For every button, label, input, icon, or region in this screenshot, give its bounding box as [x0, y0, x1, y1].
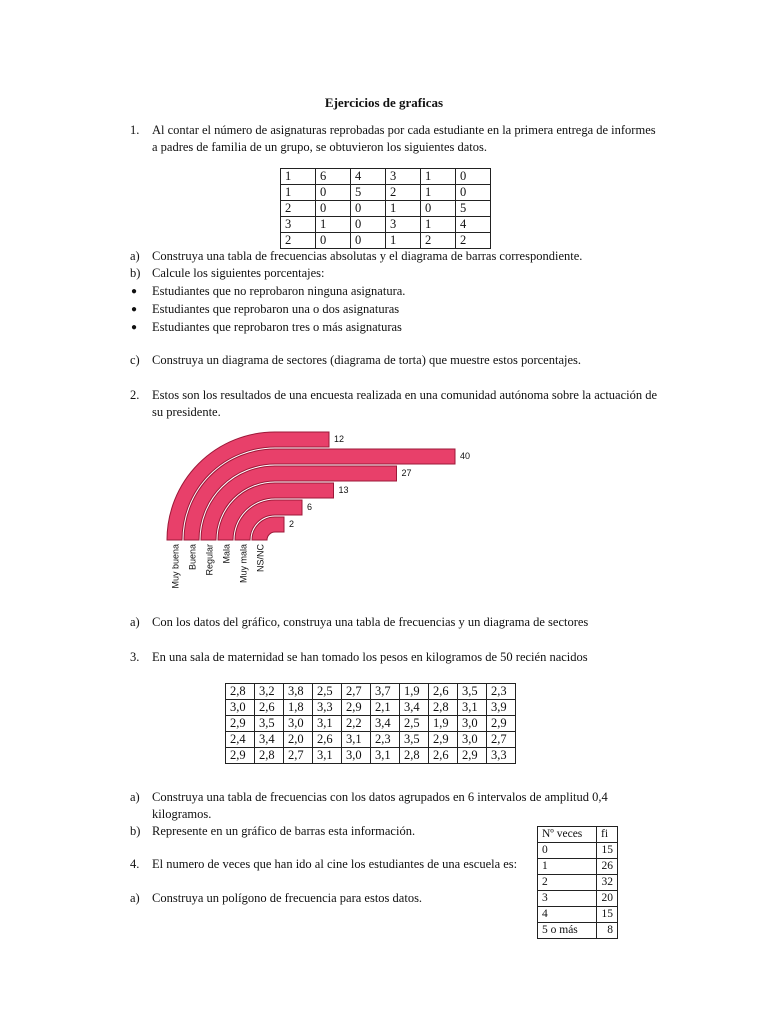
table-cell: 2,5 — [313, 684, 342, 700]
table-cell: 2,6 — [255, 700, 284, 716]
table-cell: 2,6 — [429, 748, 458, 764]
ex1-text-line2: a padres de familia de un grupo, se obtuvieron los siguientes datos. — [152, 140, 487, 154]
table-cell: 3,1 — [458, 700, 487, 716]
table-row — [538, 923, 618, 939]
ex2-text-line1: Estos son los resultados de una encuesta realizada en una comunidad autónoma sobre la actuación de — [152, 388, 658, 402]
table-header-row — [538, 827, 618, 843]
table-cell: 3,7 — [371, 684, 400, 700]
table-cell: 0 — [456, 169, 491, 185]
table-cell: 0 — [456, 185, 491, 201]
table-cell: 2,7 — [487, 732, 516, 748]
table-cell: 32 — [597, 875, 618, 891]
ex1-number: 1. — [130, 123, 140, 137]
table-cell: 2 — [281, 201, 316, 217]
table-cell: 2,9 — [226, 748, 255, 764]
table-cell: 3,0 — [284, 716, 313, 732]
table-cell: 2,8 — [255, 748, 284, 764]
table-cell: 3,9 — [487, 700, 516, 716]
table-cell: 4 — [456, 217, 491, 233]
table-cell: 2,9 — [429, 732, 458, 748]
ex2-number: 2. — [130, 388, 140, 402]
table-cell: 1 — [281, 185, 316, 201]
table-cell: 3 — [281, 217, 316, 233]
table-cell: 3,1 — [342, 732, 371, 748]
category-label: Regular — [204, 544, 215, 576]
table-cell: 3,5 — [255, 716, 284, 732]
bullet-item: Estudiantes que no reprobaron ninguna asignatura. — [152, 284, 406, 298]
table-row — [538, 859, 618, 875]
table-cell: 3,3 — [487, 748, 516, 764]
bullet-icon: ● — [131, 304, 138, 315]
table-row — [281, 169, 491, 185]
table-cell: 3,4 — [400, 700, 429, 716]
table-cell: 3,1 — [371, 748, 400, 764]
table-cell: 1,9 — [400, 684, 429, 700]
ex1-c-letter: c) — [130, 353, 140, 367]
table-cell: 3,4 — [371, 716, 400, 732]
table-cell: 3,0 — [458, 732, 487, 748]
table-cell: 1 — [386, 233, 421, 249]
table-cell: 3,1 — [313, 716, 342, 732]
ex3-a-text-line2: kilogramos. — [152, 807, 212, 821]
table-cell: 1,8 — [284, 700, 313, 716]
ex3-b-text: Represente en un gráfico de barras esta información. — [152, 824, 416, 838]
table-cell: 3 — [386, 217, 421, 233]
table-cell: 2,6 — [429, 684, 458, 700]
table-cell: 20 — [597, 891, 618, 907]
ex4-text: El numero de veces que han ido al cine los estudiantes de una escuela es: — [152, 857, 518, 871]
table-cell: 2,3 — [487, 684, 516, 700]
ex3-b-letter: b) — [130, 824, 141, 838]
table-cell: 2,7 — [342, 684, 371, 700]
data-label: 12 — [334, 434, 345, 444]
table-row — [538, 843, 618, 859]
table-cell: 2,8 — [400, 748, 429, 764]
data-label: 6 — [307, 502, 313, 512]
category-label: Muy mala — [238, 544, 249, 584]
category-label: Muy buena — [170, 544, 181, 589]
table-row — [226, 748, 516, 764]
table-cell: 1 — [421, 217, 456, 233]
data-label: 2 — [289, 519, 295, 529]
table-cell: 2,1 — [371, 700, 400, 716]
table-cell: 3 — [386, 169, 421, 185]
table-cell: 3 — [538, 891, 597, 907]
category-label: Mala — [221, 544, 232, 564]
table-cell: 2 — [421, 233, 456, 249]
table-cell: 1,9 — [429, 716, 458, 732]
table-cell: 4 — [538, 907, 597, 923]
data-label: 27 — [401, 468, 412, 478]
table-cell: 0 — [538, 843, 597, 859]
table-row — [538, 891, 618, 907]
table-cell: 2 — [386, 185, 421, 201]
table-cell: 3,3 — [313, 700, 342, 716]
cinema-frequency-table — [537, 826, 618, 939]
table-cell: 2 — [538, 875, 597, 891]
table-cell: 0 — [351, 217, 386, 233]
table-cell: 6 — [316, 169, 351, 185]
table-cell: 3,8 — [284, 684, 313, 700]
ex4-a-letter: a) — [130, 891, 140, 905]
ex3-a-text-line1: Construya una tabla de frecuencias con los datos agrupados en 6 intervalos de amplitud 0,4 — [152, 790, 608, 804]
table-cell: 2,2 — [342, 716, 371, 732]
table-cell: 2,9 — [342, 700, 371, 716]
ex2-a-letter: a) — [130, 615, 140, 629]
column-header: Nº veces — [538, 827, 597, 843]
category-label: NS/NC — [255, 544, 266, 573]
table-row — [538, 907, 618, 923]
bullet-icon: ● — [131, 286, 138, 297]
table-row — [226, 700, 516, 716]
table-cell: 0 — [316, 201, 351, 217]
table-cell: 2 — [456, 233, 491, 249]
ex4-number: 4. — [130, 857, 140, 871]
data-label: 40 — [460, 451, 470, 461]
ex1-text-line1: Al contar el número de asignaturas reprobadas por cada estudiante en la primera entrega de informes — [152, 123, 656, 137]
bullet-item: Estudiantes que reprobaron tres o más asignaturas — [152, 320, 402, 334]
bullet-item: Estudiantes que reprobaron una o dos asignaturas — [152, 302, 400, 316]
table-cell: 1 — [281, 169, 316, 185]
table-cell: 2,6 — [313, 732, 342, 748]
ex4-a-text: Construya un polígono de frecuencia para estos datos. — [152, 891, 423, 905]
table-cell: 2,7 — [284, 748, 313, 764]
table-cell: 5 o más — [538, 923, 597, 939]
table-cell: 5 — [351, 185, 386, 201]
ex1-a-text: Construya una tabla de frecuencias absolutas y el diagrama de barras correspondiente. — [152, 249, 583, 263]
table-cell: 1 — [421, 169, 456, 185]
table-cell: 3,1 — [313, 748, 342, 764]
table-row — [226, 732, 516, 748]
ex3-number: 3. — [130, 650, 140, 664]
table-cell: 4 — [351, 169, 386, 185]
table-cell: 0 — [351, 201, 386, 217]
table-row — [226, 716, 516, 732]
table-cell: 2,8 — [429, 700, 458, 716]
table-cell: 2,5 — [400, 716, 429, 732]
ex3-a-letter: a) — [130, 790, 140, 804]
table-row — [281, 201, 491, 217]
table-cell: 3,5 — [400, 732, 429, 748]
data-label: 13 — [338, 485, 349, 495]
table-row — [226, 684, 516, 700]
survey-arc-bar-chart — [150, 420, 470, 610]
ex1-b-text: Calcule los siguientes porcentajes: — [152, 266, 325, 280]
table-cell: 3,4 — [255, 732, 284, 748]
table-cell: 15 — [597, 907, 618, 923]
table-cell: 2 — [281, 233, 316, 249]
ex1-a-letter: a) — [130, 249, 140, 263]
ex3-text: En una sala de maternidad se han tomado los pesos en kilogramos de 50 recién nacidos — [152, 650, 588, 664]
table-cell: 3,0 — [342, 748, 371, 764]
table-cell: 2,9 — [487, 716, 516, 732]
table-cell: 0 — [421, 201, 456, 217]
table-cell: 2,9 — [458, 748, 487, 764]
table-cell: 3,2 — [255, 684, 284, 700]
table-cell: 3,0 — [458, 716, 487, 732]
ex1-b-letter: b) — [130, 266, 141, 280]
table-cell: 1 — [421, 185, 456, 201]
ex2-a-text: Con los datos del gráfico, construya una tabla de frecuencias y un diagrama de sectores — [152, 615, 589, 629]
table-cell: 0 — [316, 185, 351, 201]
table-row — [538, 875, 618, 891]
category-label: Buena — [187, 544, 198, 571]
table-cell: 0 — [351, 233, 386, 249]
table-cell: 2,3 — [371, 732, 400, 748]
table-row — [281, 185, 491, 201]
table-cell: 1 — [538, 859, 597, 875]
table-cell: 0 — [316, 233, 351, 249]
ex2-text-line2: su presidente. — [152, 405, 221, 419]
table-cell: 2,4 — [226, 732, 255, 748]
table-cell: 2,0 — [284, 732, 313, 748]
table-cell: 5 — [456, 201, 491, 217]
table-cell: 1 — [386, 201, 421, 217]
table-cell: 15 — [597, 843, 618, 859]
table-cell: 8 — [597, 923, 618, 939]
ex1-c-text: Construya un diagrama de sectores (diagrama de torta) que muestre estos porcentajes. — [152, 353, 582, 367]
table-row — [281, 233, 491, 249]
table-cell: 1 — [316, 217, 351, 233]
table-cell: 2,9 — [226, 716, 255, 732]
table-cell: 2,8 — [226, 684, 255, 700]
table-row — [281, 217, 491, 233]
birth-weights-table — [225, 683, 516, 764]
column-header: fi — [597, 827, 618, 843]
bullet-icon: ● — [131, 322, 138, 333]
table-cell: 3,5 — [458, 684, 487, 700]
table-cell: 26 — [597, 859, 618, 875]
table-cell: 3,0 — [226, 700, 255, 716]
failed-subjects-table — [280, 168, 491, 249]
page-title: Ejercicios de graficas — [324, 95, 444, 110]
